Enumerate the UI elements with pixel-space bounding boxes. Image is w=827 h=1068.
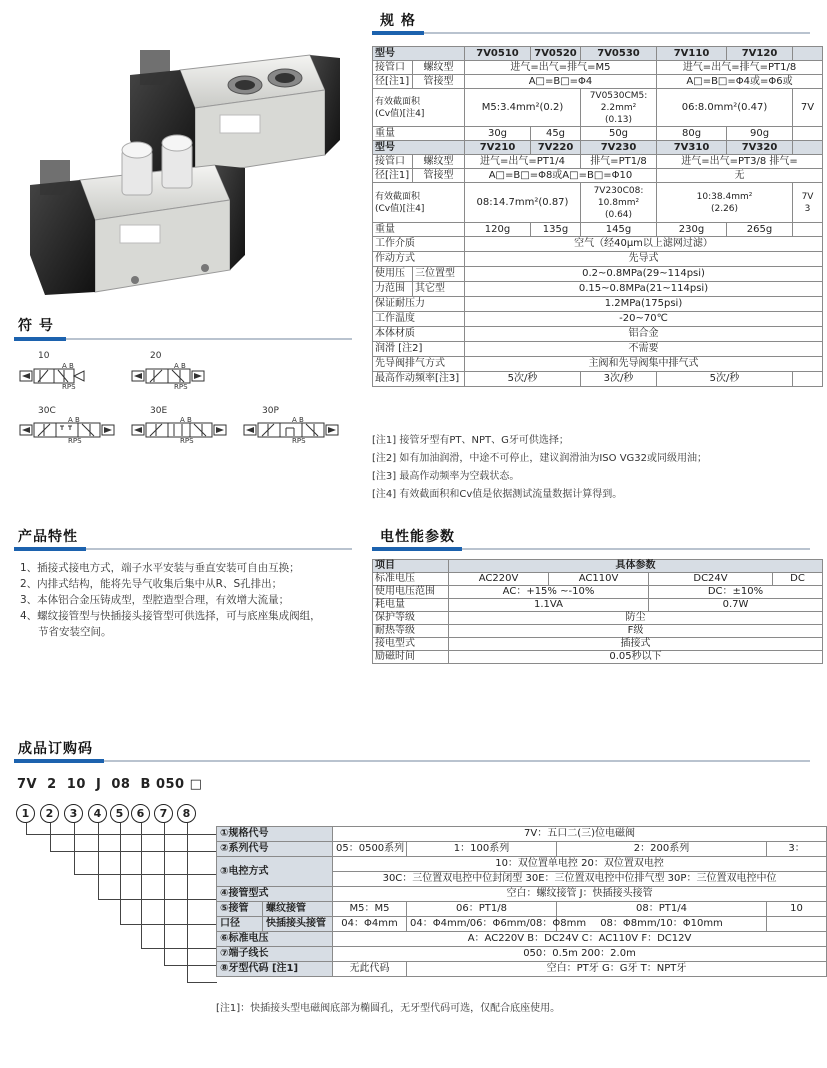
symbol-rps-c: RPS [68,437,82,445]
symbol-label-20: 20 [150,351,162,361]
feature-item-1: 1、插接式接电方式，端子水平安装与垂直安装可自由互换； [20,562,300,574]
spec-row-model-1: 型号 7V0510 7V0520 7V0530 7V110 7V120 [373,47,823,61]
code-part-6: B [140,777,151,792]
valve-symbol-20 [130,368,214,384]
order-circle-6: 6 [131,804,150,823]
symbol-label-30p: 30P [262,406,279,416]
code-part-5: 08 [111,777,131,792]
spec-table: 型号 7V0510 7V0520 7V0530 7V110 7V120 接管口 螺纹型 进气=出气=排气=M5 进气=出气=排气=PT1/8 径[注1] 管接型 A□=B□=Φ4 A□=B□=Φ4或=Φ6或 有效截面积 (Cv值)[注4] M5:3.4mm²(0.2) 7V0530CM5: 2.2mm² (0.13) 06:8.0mm²(0.47) 7V 重量 30g 45g 50g 80g 90g 型号 7V210 7V220 7V230 7V310 7V320 接管口 螺纹型 进气=出气=PT1/4 排气=PT1/8 进气=出气=PT3/8 排气= 径[注1] 管接型 A□=B□=Φ8或A□=B□=Φ10 无 有效截面积 (Cv值)[注4] 08:14.7mm²(0.87) 7V230C08: 10.8mm² (0.64) 10:38.4mm² (2.26) 7V 3 重量 120g 135g 145g 230g 265g 工作介质 空气（经40μm以上滤网过滤） 作动方式 先导式 使用压 三位置型 0.2~0.8MPa(29~114psi) 力范围 其它型 0.15~0.8MPa(21~114psi) 保证耐压力 1.2MPa(175psi) 工作温度 -20~70℃ 本体材质 铝合金 润滑 [注2] 不需要 先导阀排气方式 主阀和先导阀集中排气式 最高作动频率[注3] 5次/秒 3次/秒 5次/秒 [372,46,823,387]
code-part-2: 2 [47,777,57,792]
code-part-3: 10 [66,777,86,792]
code-part-8: □ [189,777,203,792]
product-photo [20,30,350,300]
feature-item-3: 3、本体铝合金压铸成型，型腔造型合理，有效增大流量； [20,594,290,606]
symbol-rps-e: RPS [292,437,306,445]
order-circle-7: 7 [154,804,173,823]
order-code-table: ①规格代号 7V：五口二(三)位电磁阀 ②系列代号 05：0500系列 1：100系列 2：200系列 3： ③电控方式 10：双位置单电控 20：双位置双电控 30C：三位置双电控中位封闭型 30E：三位置双电控中位排气型 30P：三位置双电控中位 ④接管型式 空白：螺纹接管 J：快插接头接管 ⑤接管 螺纹接管 M5：M5 06：PT1/8 08：PT1/4 10 口径 快插接头接管 04：Φ4mm 04：Φ4mm/06：Φ6mm/08：Φ8mm 08：Φ8mm/10：Φ10mm ⑥标准电压 A：AC220V B：DC24V C：AC110V F：DC12V ⑦端子线长 050：0.5m 200：2.0m ⑧牙型代码 [注1] 无此代码 空白：PT牙 G：G牙 T：NPT牙 [216,826,827,977]
symbol-ports-c: A B [68,416,80,424]
symbol-rps-b: RPS [174,383,188,391]
electrical-table: 项目 具体参数 标准电压 AC220V AC110V DC24V DC 使用电压范围 AC：+15% ~-10% DC：±10% 耗电量 1.1VA 0.7W 保护等级 防尘 耐热等级 F级 接电型式 插接式 励磁时间 0.05秒以下 [372,559,823,664]
feature-item-5: 节省安装空间。 [38,626,112,638]
features-title: 产品特性 [18,529,78,545]
order-divider [14,760,810,762]
spec-title: 规 格 [380,13,416,29]
symbol-rps-a: RPS [62,383,76,391]
order-code-example [17,777,202,792]
symbols-divider [14,338,352,340]
symbol-ports-d: A B [180,416,192,424]
symbol-ports-a: A B [62,362,74,370]
connector-line-8 [187,823,217,983]
spec-note-3: [注3] 最高作动频率为空载状态。 [372,471,520,482]
code-part-7: 050 [155,777,185,792]
order-circle-8: 8 [177,804,196,823]
symbols-title: 符 号 [18,318,54,334]
order-circle-4: 4 [88,804,107,823]
order-circle-2: 2 [40,804,59,823]
spec-note-2: [注2] 如有加油润滑，中途不可停止，建议润滑油为ISO VG32或同级用油； [372,453,708,464]
code-part-1: 7V [17,777,38,792]
symbol-label-10: 10 [38,351,50,361]
valve-symbol-10 [18,368,88,384]
order-circle-5: 5 [110,804,129,823]
symbol-label-30e: 30E [150,406,168,416]
spec-note-1: [注1] 接管牙型有PT、NPT、G牙可供选择； [372,435,569,446]
spec-divider [372,32,810,34]
feature-item-4: 4、螺纹接管型与快插接头接管型可供选择，可与底座集成阀组， [20,610,321,622]
symbol-ports-b: A B [174,362,186,370]
symbol-label-30c: 30C [38,406,56,416]
code-part-4: J [95,777,102,792]
symbol-rps-d: RPS [180,437,194,445]
symbol-ports-e: A B [292,416,304,424]
order-circle-1: 1 [16,804,35,823]
order-title: 成品订购码 [18,741,93,757]
order-circle-3: 3 [64,804,83,823]
electrical-divider [372,548,810,550]
valve-symbol-30e [130,422,230,438]
valve-symbol-30p [242,422,342,438]
spec-row-model-2: 型号 7V210 7V220 7V230 7V310 7V320 [373,141,823,155]
features-divider [14,548,352,550]
order-note: [注1]：快插接头型电磁阀底部为椭圆孔，无牙型代码可选，仅配合底座使用。 [216,1003,561,1014]
feature-item-2: 2、内排式结构，能将先导气收集后集中从R、S孔排出； [20,578,283,590]
electrical-title: 电性能参数 [380,529,455,545]
spec-note-4: [注4] 有效截面积和Cv值是依据测试流量数据计算得到。 [372,489,623,500]
valve-symbol-30c [18,422,118,438]
